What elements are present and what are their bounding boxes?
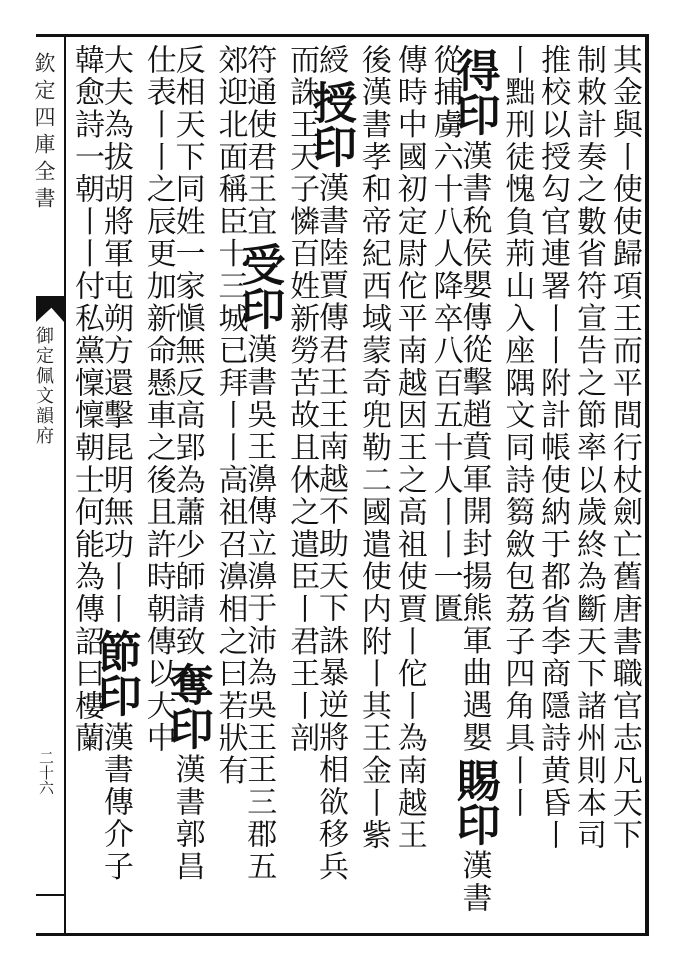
entry-heading: 授印 bbox=[305, 80, 357, 169]
column-text: 而誅王天子憐百姓新勞苦故且休之遣臣丨君王丨剖 bbox=[284, 44, 320, 755]
entry-heading: 賜印 bbox=[448, 757, 500, 846]
text-column bbox=[448, 44, 500, 932]
column-text: 漢書陸賈傳君王王南越不助天下誅暴逆將相欲移兵 bbox=[313, 172, 349, 883]
fishtail-mark-icon bbox=[36, 296, 64, 322]
column-text: 丨黜刑徒愧負荊山入座隅文同詩篘斂包荔子四角具丨丨 bbox=[499, 44, 535, 820]
column-text: 漢書 bbox=[456, 849, 492, 915]
entry-heading: 受印 bbox=[233, 241, 285, 330]
text-column bbox=[535, 44, 571, 932]
column-text: 韓愈詩一朝丨丨付私黨懍懍朝士何能為 bbox=[69, 44, 104, 594]
text-column bbox=[571, 44, 607, 932]
column-text: 綬 bbox=[313, 44, 349, 77]
column-text: 傳時中國初定尉佗平南越因王之高祖使賈丨佗丨為南越王 bbox=[391, 44, 427, 852]
column-text: 漢書郭昌 bbox=[169, 753, 205, 883]
gutter-bottom-line bbox=[36, 894, 66, 896]
column-text: 從捕虜六十八人降卒八百五十人丨丨一匱 bbox=[427, 44, 463, 626]
entry-heading: 奪印 bbox=[161, 661, 213, 750]
column-text: 仕表丨丨之辰更加新命懸車之後且許時朝 bbox=[140, 44, 176, 626]
gutter-page-number: 二十六 bbox=[37, 750, 55, 795]
text-column bbox=[89, 44, 141, 932]
column-text: 漢書吳王濞傳立濞于沛為吳王王三郡五 bbox=[241, 333, 277, 883]
column-text: 傳以大中 bbox=[140, 625, 176, 755]
column-text: 漢書傳介子 bbox=[97, 721, 133, 883]
column-text: 其金與丨使使歸項王而平間行杖劍亡舊唐書職官志凡天下 bbox=[606, 44, 642, 852]
text-column bbox=[357, 44, 389, 932]
frame-right-border bbox=[645, 34, 649, 936]
column-text: 後漢書孝和帝紀西域蒙奇兜勒二國遣使内附丨其王金丨紫 bbox=[355, 44, 391, 852]
column-text: 推校以授勾官連署丨丨附計帳使納于都省李商隱詩黄昏丨 bbox=[535, 44, 571, 852]
column-text: 制敕計奏之數省符宣告之節率以歲終為斷天下諸州則本司 bbox=[571, 44, 607, 852]
column-text: 郊迎北面稱臣 bbox=[212, 44, 248, 238]
gutter-book-title: 欽定四庫全書 bbox=[32, 52, 56, 214]
column-text: 傳詔曰樓蘭 bbox=[69, 593, 104, 755]
text-column bbox=[305, 44, 357, 932]
column-text: 大夫為拔胡將軍屯朔方還擊昆明無功丨丨 bbox=[97, 44, 133, 626]
column-text: 反相天下同姓一家愼無反高郢為蕭少師請致 bbox=[169, 44, 205, 658]
text-columns bbox=[66, 44, 644, 932]
entry-heading: 得印 bbox=[448, 48, 500, 136]
frame-top-border bbox=[36, 34, 648, 37]
frame-bottom-border bbox=[36, 933, 648, 936]
text-column bbox=[393, 44, 425, 932]
text-column bbox=[233, 44, 285, 932]
text-column bbox=[608, 44, 640, 932]
column-text: 漢書𥝲侯嬰傳從擊趙賁軍開封揚熊軍曲遇嬰 bbox=[456, 140, 492, 754]
entry-heading: 節印 bbox=[89, 629, 141, 718]
text-column bbox=[499, 44, 535, 932]
column-text: 符通使君王宜 bbox=[241, 44, 277, 238]
gutter-section-title: 御定佩文韻府 bbox=[33, 326, 54, 446]
column-text: 十三城已拜丨丨高祖召濞相之曰若狀有 bbox=[212, 237, 248, 787]
text-column bbox=[161, 44, 213, 932]
